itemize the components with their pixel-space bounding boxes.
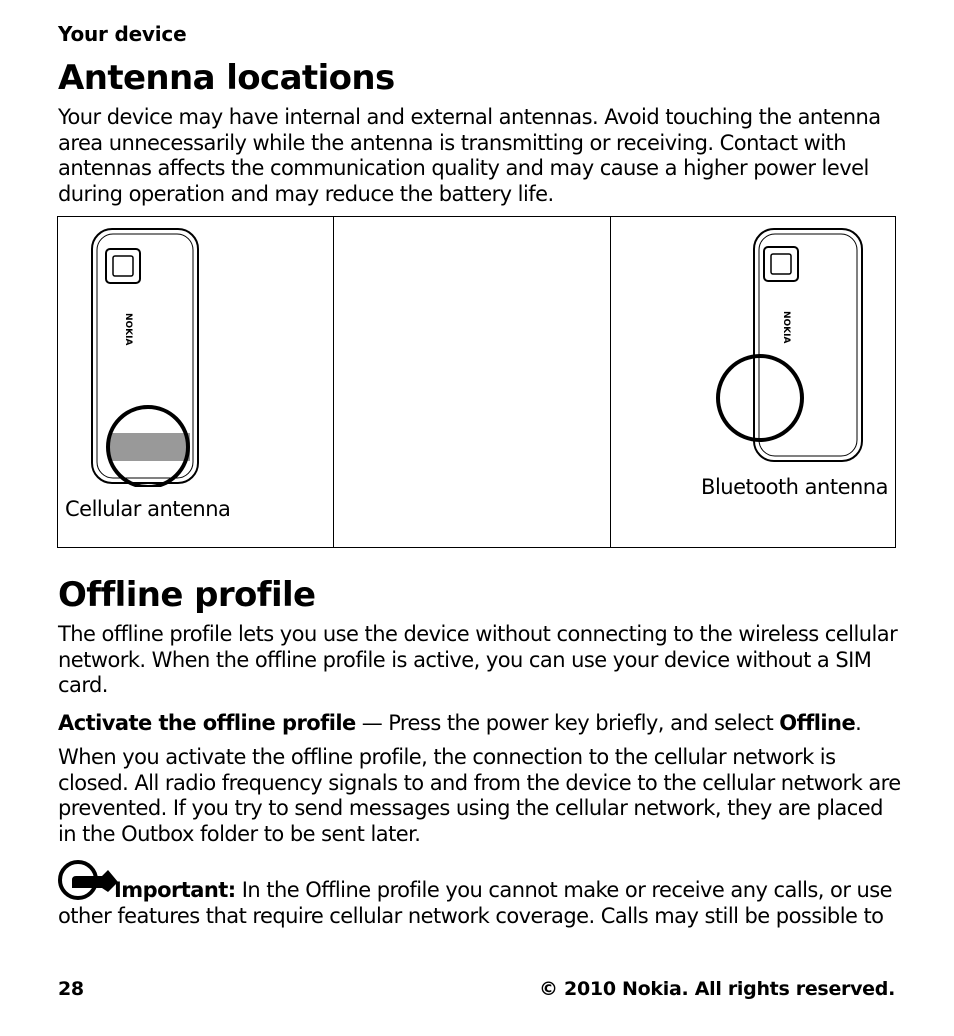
figure-cell-bluetooth: [610, 217, 896, 547]
figure-cell-cellular: [58, 217, 334, 547]
device-brand-mark: NOKIA: [123, 313, 133, 346]
em-dash-separator: —: [361, 711, 383, 735]
option-offline: Offline: [779, 711, 856, 735]
antenna-figure-table: [57, 216, 896, 548]
page-number: 28: [58, 978, 84, 1000]
important-note: [58, 878, 903, 929]
activate-heading: Activate the offline profile: [58, 711, 356, 735]
activate-end: .: [855, 711, 862, 735]
caption-bluetooth-antenna: Bluetooth antenna: [701, 475, 888, 499]
section-title-antenna-locations: Antenna locations: [58, 58, 395, 98]
important-text: In the Offline profile you cannot make or receive any calls, or use other features that require cellular network coverage. Calls may still be possible to: [58, 878, 893, 928]
offline-details-paragraph: When you activate the offline profile, the connection to the cellular network is closed. All radio frequency signals to and from the device to the cellular network are prevented. If you try to send messages using the cellular network, they are placed in the Outbox folder to be sent later.: [58, 745, 901, 846]
copyright-notice: © 2010 Nokia. All rights reserved.: [539, 978, 895, 1000]
caption-cellular-antenna: Cellular antenna: [65, 497, 231, 521]
running-header: Your device: [58, 22, 187, 46]
phone-back-cellular-image: [86, 225, 206, 487]
offline-intro-paragraph: The offline profile lets you use the device without connecting to the wireless cellular network. When the offline profile is active, you can use your device without a SIM card.: [58, 622, 898, 697]
device-brand-mark: NOKIA: [781, 311, 791, 344]
activate-text: Press the power key briefly, and select: [388, 711, 780, 735]
activate-offline-instruction: [58, 711, 903, 737]
important-label: Important:: [114, 878, 236, 902]
figure-cell-empty: [333, 217, 611, 547]
phone-back-bluetooth-image: [714, 225, 884, 467]
section-title-offline-profile: Offline profile: [58, 575, 316, 615]
antenna-paragraph: Your device may have internal and external antennas. Avoid touching the antenna area unnecessarily while the antenna is transmitting or receiving. Contact with antennas affects the communication quality and may cause a higher power level during operation and may reduce the battery life.: [58, 105, 881, 206]
